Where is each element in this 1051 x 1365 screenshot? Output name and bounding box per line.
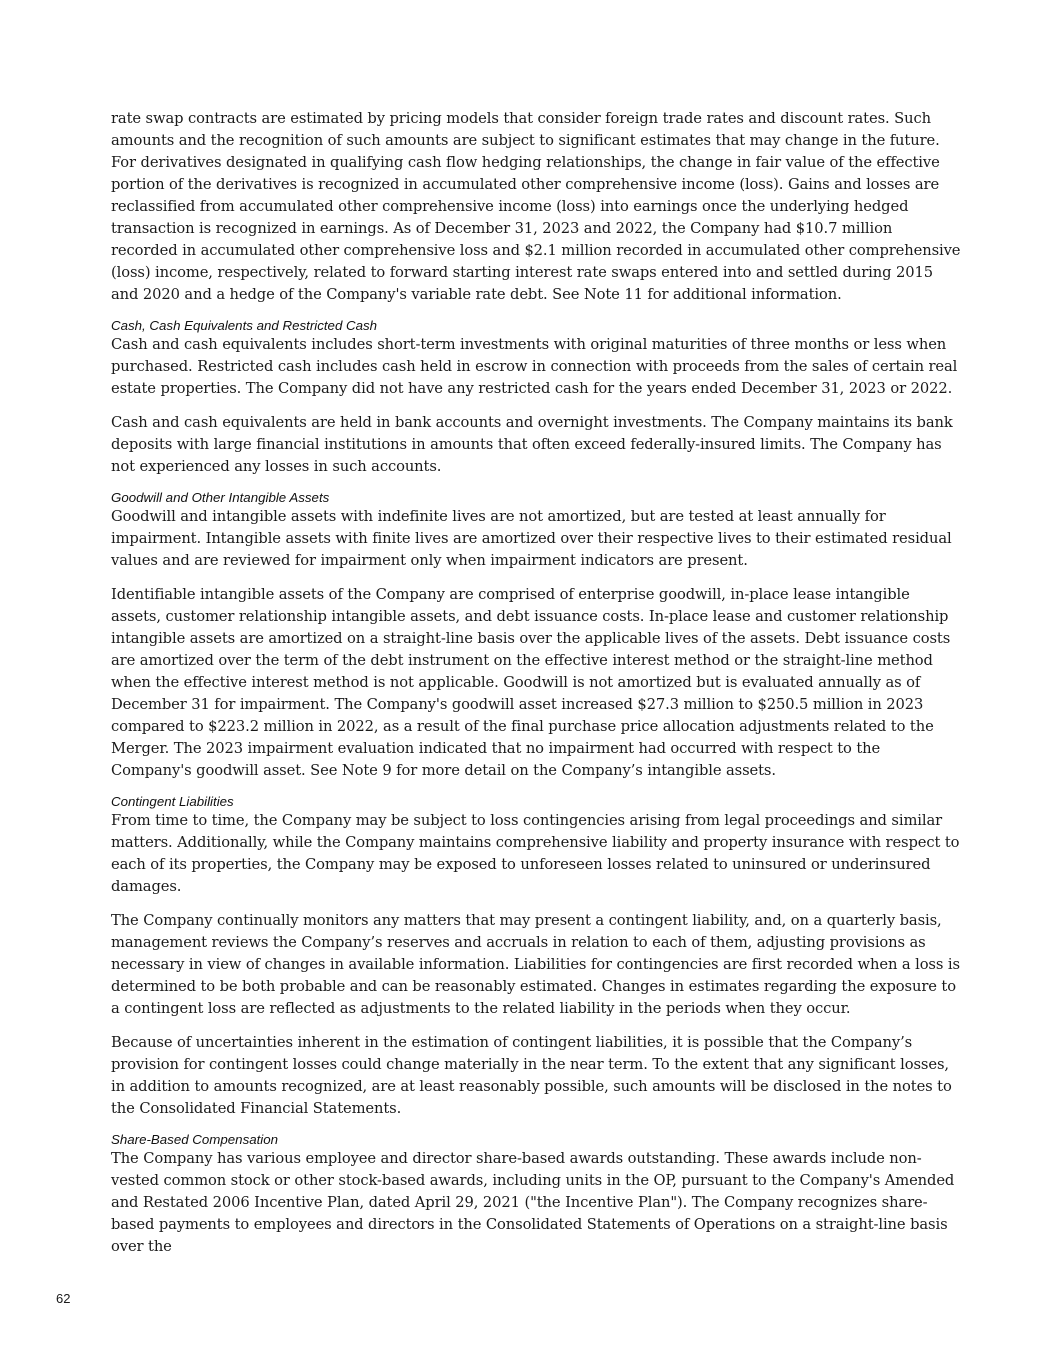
paragraph: Identifiable intangible assets of the Company are comprised of enterprise goodwill, in-place lease intangible assets, customer relationship intangible assets, and debt issuance costs. In-place lease and customer relationship intangible assets are amortized on a straight-line basis over the applicable lives of the assets. Debt issuance costs are amortized over the term of the debt instrument on the effective interest method or the straight-line method when the effective interest method is not applicable. Goodwill is not amortized but is evaluated annually as of December 31 for impairment. The Company's goodwill asset increased $27.3 million to $250.5 million in 2023 compared to $223.2 million in 2022, as a result of the final purchase price allocation adjustments related to the Merger. The 2023 impairment evaluation indicated that no impairment had occurred with respect to the Company's goodwill asset. See Note 9 for more detail on the Company’s intangible assets. (111, 586, 951, 779)
paragraph: The Company has various employee and director share-based awards outstanding. These awards include non-vested common stock or other stock-based awards, including units in the OP, pursuant to the Company's Amended and Restated 2006 Incentive Plan, dated April 29, 2021 ("the Incentive Plan"). The Company recognizes share-based payments to employees and directors in the Consolidated Statements of Operations on a straight-line basis over the (111, 1150, 955, 1255)
section-contingent-liabilities (111, 794, 963, 1120)
section-goodwill (111, 490, 963, 782)
page-number: 62 (56, 1291, 71, 1306)
paragraph: From time to time, the Company may be subject to loss contingencies arising from legal proceedings and similar matters. Additionally, while the Company maintains comprehensive liability and property insurance with respect to each of its properties, the Company may be exposed to unforeseen losses related to uninsured or underinsured damages. (111, 812, 960, 895)
section-share-based-compensation (111, 1132, 963, 1258)
section-cash (111, 318, 963, 478)
paragraph: Cash and cash equivalents includes short-term investments with original maturities of three months or less when purchased. Restricted cash includes cash held in escrow in connection with proceeds from the sales of certain real estate properties. The Company did not have any restricted cash for the years ended December 31, 2023 or 2022. (111, 336, 958, 397)
section-heading: Goodwill and Other Intangible Assets (111, 490, 330, 505)
section-heading: Share-Based Compensation (111, 1132, 279, 1147)
paragraph: Cash and cash equivalents are held in bank accounts and overnight investments. The Company maintains its bank deposits with large financial institutions in amounts that often exceed federally-insured limits. The Company has not experienced any losses in such accounts. (111, 414, 953, 475)
paragraph: The Company continually monitors any matters that may present a contingent liability, and, on a quarterly basis, management reviews the Company’s reserves and accruals in relation to each of them, adjusting provisions as necessary in view of changes in available information. Liabilities for contingencies are first recorded when a loss is determined to be both probable and can be reasonably estimated. Changes in estimates regarding the exposure to a contingent loss are reflected as adjustments to the related liability in the periods when they occur. (111, 912, 960, 1017)
paragraph: Goodwill and intangible assets with indefinite lives are not amortized, but are tested at least annually for impairment. Intangible assets with finite lives are amortized over their respective lives to their estimated residual values and are reviewed for impairment only when impairment indicators are present. (111, 508, 952, 569)
document-body (111, 108, 963, 1270)
section-heading: Cash, Cash Equivalents and Restricted Cash (111, 318, 378, 333)
paragraph: Because of uncertainties inherent in the estimation of contingent liabilities, it is possible that the Company’s provision for contingent losses could change materially in the near term. To the extent that any significant losses, in addition to amounts recognized, are at least reasonably possible, such amounts will be disclosed in the notes to the Consolidated Financial Statements. (111, 1034, 952, 1117)
intro-paragraph: rate swap contracts are estimated by pricing models that consider foreign trade rates and discount rates. Such amounts and the recognition of such amounts are subject to significant estimates that may change in the future. For derivatives designated in qualifying cash flow hedging relationships, the change in fair value of the effective portion of the derivatives is recognized in accumulated other comprehensive income (loss). Gains and losses are reclassified from accumulated other comprehensive income (loss) into earnings once the underlying hedged transaction is recognized in earnings. As of December 31, 2023 and 2022, the Company had $10.7 million recorded in accumulated other comprehensive loss and $2.1 million recorded in accumulated other comprehensive (loss) income, respectively, related to forward starting interest rate swaps entered into and settled during 2015 and 2020 and a hedge of the Company's variable rate debt. See Note 11 for additional information. (111, 110, 961, 303)
section-heading: Contingent Liabilities (111, 794, 234, 809)
